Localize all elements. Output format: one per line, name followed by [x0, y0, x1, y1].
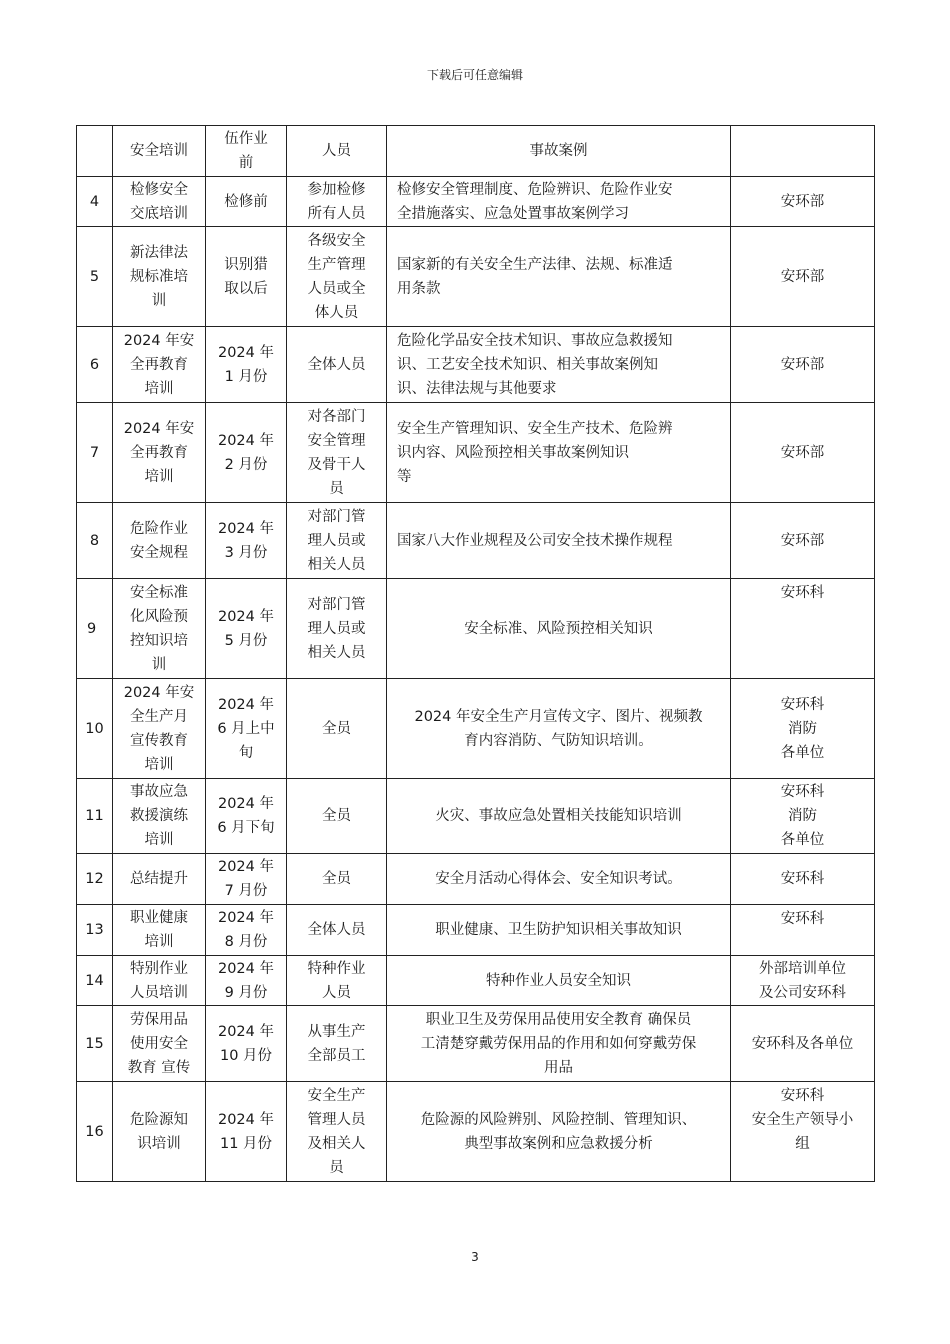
cell-no: 14 [77, 956, 113, 1006]
cell-dept: 外部培训单位 及公司安环科 [731, 956, 875, 1006]
cell-people: 特种作业 人员 [287, 956, 387, 1006]
cell-no: 5 [77, 227, 113, 327]
table-row [77, 779, 875, 854]
cell-time: 2024 年 3 月份 [206, 503, 287, 579]
cell-content: 国家八大作业规程及公司安全技术操作规程 [387, 503, 731, 579]
cell-name: 职业健康 培训 [113, 905, 206, 956]
cell-time: 2024 年 5 月份 [206, 579, 287, 679]
cell-people: 全体人员 [287, 327, 387, 403]
cell-time: 2024 年 10 月份 [206, 1006, 287, 1082]
cell-dept: 安环部 [731, 227, 875, 327]
cell-time: 2024 年 6 月上中 旬 [206, 679, 287, 779]
table-row [77, 905, 875, 956]
cell-dept [731, 126, 875, 177]
cell-dept: 安环科 [731, 905, 875, 956]
cell-dept: 安环部 [731, 327, 875, 403]
cell-time: 2024 年 11 月份 [206, 1082, 287, 1182]
cell-no: 9 [77, 579, 113, 679]
cell-time: 2024 年 9 月份 [206, 956, 287, 1006]
cell-name: 2024 年安 全再教育 培训 [113, 403, 206, 503]
cell-dept: 安环科 安全生产领导小 组 [731, 1082, 875, 1182]
cell-dept: 安环科 [731, 579, 875, 679]
cell-people: 对部门管 理人员或 相关人员 [287, 503, 387, 579]
cell-content: 职业卫生及劳保用品使用安全教育 确保员 工清楚穿戴劳保用品的作用和如何穿戴劳保 用品 [387, 1006, 731, 1082]
cell-no [77, 126, 113, 177]
cell-no: 6 [77, 327, 113, 403]
cell-dept: 安环部 [731, 503, 875, 579]
cell-dept: 安环科及各单位 [731, 1006, 875, 1082]
cell-time: 2024 年 6 月下旬 [206, 779, 287, 854]
cell-no: 13 [77, 905, 113, 956]
cell-no: 8 [77, 503, 113, 579]
table-row [77, 956, 875, 1006]
table-row [77, 126, 875, 177]
cell-people: 对各部门 安全管理 及骨干人 员 [287, 403, 387, 503]
cell-name: 总结提升 [113, 854, 206, 905]
cell-content: 火灾、事故应急处置相关技能知识培训 [387, 779, 731, 854]
cell-people: 人员 [287, 126, 387, 177]
cell-people: 参加检修 所有人员 [287, 177, 387, 227]
cell-people: 安全生产 管理人员 及相关人 员 [287, 1082, 387, 1182]
table-row [77, 1082, 875, 1182]
cell-name: 检修安全 交底培训 [113, 177, 206, 227]
cell-people: 各级安全 生产管理 人员或全 体人员 [287, 227, 387, 327]
cell-people: 全员 [287, 779, 387, 854]
table-row [77, 579, 875, 679]
cell-name: 危险作业 安全规程 [113, 503, 206, 579]
cell-dept: 安环科 [731, 854, 875, 905]
cell-content: 特种作业人员安全知识 [387, 956, 731, 1006]
cell-name: 安全培训 [113, 126, 206, 177]
cell-content: 危险化学品安全技术知识、事故应急救援知 识、工艺安全技术知识、相关事故案例知 识、法律法规与其他要求 [387, 327, 731, 403]
cell-no: 4 [77, 177, 113, 227]
cell-name: 特别作业 人员培训 [113, 956, 206, 1006]
cell-name: 危险源知 识培训 [113, 1082, 206, 1182]
cell-people: 全体人员 [287, 905, 387, 956]
cell-time: 2024 年 7 月份 [206, 854, 287, 905]
cell-no: 11 [77, 779, 113, 854]
table-row [77, 503, 875, 579]
cell-content: 国家新的有关安全生产法律、法规、标准适 用条款 [387, 227, 731, 327]
cell-people: 全员 [287, 679, 387, 779]
cell-people: 对部门管 理人员或 相关人员 [287, 579, 387, 679]
cell-name: 2024 年安 全再教育 培训 [113, 327, 206, 403]
cell-time: 2024 年 8 月份 [206, 905, 287, 956]
cell-dept: 安环部 [731, 403, 875, 503]
cell-content: 安全生产管理知识、安全生产技术、危险辨 识内容、风险预控相关事故案例知识 等 [387, 403, 731, 503]
table-row [77, 1006, 875, 1082]
page-header: 下载后可任意编辑 [426, 68, 523, 82]
table-row [77, 327, 875, 403]
cell-time: 识别猎 取以后 [206, 227, 287, 327]
cell-time: 2024 年 2 月份 [206, 403, 287, 503]
cell-content: 危险源的风险辨别、风险控制、管理知识、 典型事故案例和应急救援分析 [387, 1082, 731, 1182]
table-row [77, 403, 875, 503]
cell-no: 12 [77, 854, 113, 905]
table-row [77, 679, 875, 779]
table-row [77, 177, 875, 227]
cell-people: 从事生产 全部员工 [287, 1006, 387, 1082]
page-number: 3 [471, 1250, 479, 1264]
training-plan-table [76, 125, 875, 1182]
cell-content: 2024 年安全生产月宣传文字、图片、视频教 育内容消防、气防知识培训。 [387, 679, 731, 779]
cell-no: 7 [77, 403, 113, 503]
cell-content: 事故案例 [387, 126, 731, 177]
cell-people: 全员 [287, 854, 387, 905]
cell-name: 2024 年安 全生产月 宣传教育 培训 [113, 679, 206, 779]
cell-no: 15 [77, 1006, 113, 1082]
cell-name: 劳保用品 使用安全 教育 宣传 [113, 1006, 206, 1082]
cell-time: 检修前 [206, 177, 287, 227]
cell-time: 伍作业 前 [206, 126, 287, 177]
cell-content: 职业健康、卫生防护知识相关事故知识 [387, 905, 731, 956]
cell-name: 事故应急 救援演练 培训 [113, 779, 206, 854]
cell-no: 16 [77, 1082, 113, 1182]
cell-dept: 安环科 消防 各单位 [731, 679, 875, 779]
cell-time: 2024 年 1 月份 [206, 327, 287, 403]
cell-name: 安全标准 化风险预 控知识培 训 [113, 579, 206, 679]
cell-content: 安全标准、风险预控相关知识 [387, 579, 731, 679]
cell-dept: 安环部 [731, 177, 875, 227]
cell-dept: 安环科 消防 各单位 [731, 779, 875, 854]
table-row [77, 854, 875, 905]
cell-content: 检修安全管理制度、危险辨识、危险作业安 全措施落实、应急处置事故案例学习 [387, 177, 731, 227]
cell-content: 安全月活动心得体会、安全知识考试。 [387, 854, 731, 905]
cell-no: 10 [77, 679, 113, 779]
cell-name: 新法律法 规标准培 训 [113, 227, 206, 327]
table-row [77, 227, 875, 327]
